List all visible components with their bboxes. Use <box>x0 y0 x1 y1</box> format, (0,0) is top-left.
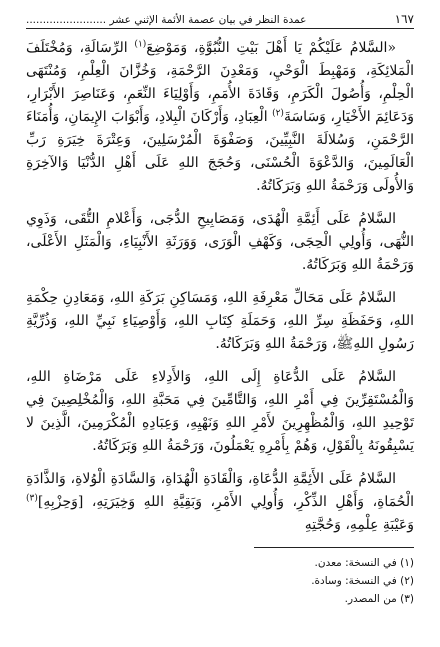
running-title: عمدة النظر في بيان عصمة الأئمة الإثني عشر ........................ <box>26 14 307 26</box>
paragraph-4: السَّلامُ عَلَى الدُّعَاةِ إِلَى اللهِ، وَالأَدِلاءِ عَلَى مَرْضَاةِ اللهِ، وَالْمُسْتَقِرِّينَ فِي أَمْرِ اللهِ، وَالتَّامِّينَ فِي مَحَبَّةِ اللهِ، وَالْمُخْلِصِينَ فِي تَوْحِيدِ اللهِ، وَالْمُظْهِرِينَ لأَمْرِ اللهِ وَنَهْيِهِ، وَعِبَادِهِ الْمُكْرَمِينَ، الَّذِينَ لا يَسْبِقُونَهُ بِالْقَوْلِ، وَهُمْ بِأَمْرِهِ يَعْمَلُونَ، وَرَحْمَةُ اللهِ وَبَرَكَاتُهُ. <box>26 369 414 454</box>
footnote-ref-1: (١) <box>134 39 147 50</box>
text-run: السَّلامُ عَلَى مَحَالِّ مَعْرِفَةِ اللهِ، وَمَسَاكِنِ بَرَكَةِ اللهِ، وَمَعَادِنِ حِكْمَةِ اللهِ، وَحَفَظَةِ سِرِّ اللهِ، وَحَمَلَةِ كِتَابِ اللهِ، وَأَوْصِيَاءِ نَبِيِّ اللهِ، وَذُرِّيَّةِ رَسُولِ اللهِ <box>26 290 414 352</box>
text-run: وَعَيْبَةِ عِلْمِهِ، وَحُجَّتِهِ <box>304 517 414 533</box>
paragraph-5 <box>26 468 414 537</box>
text-run: الْعِبَادِ، وَأَرْكَانَ الْبِلادِ، وَأَبْوَابَ الإِيمَانِ، وَأُمَنَاءَ الرَّحْمَنِ، وَسُلالَةَ النَّبِيِّينَ، وَصَفْوَةَ الْمُرْسَلِينَ، وَعِتْرَةَ خِيَرَةِ رَبِّ الْعَالَمِينَ، وَالدَّعْوَةَ الْحُسْنَى، وَحُجَجَ اللهِ عَلَى أَهْلِ الدُّنْيَا وَالآخِرَةِ وَالأُولَى وَرَحْمَةُ اللهِ وَبَرَكَاتُهُ. <box>26 109 414 194</box>
page-number: ١٦٧ <box>394 12 414 26</box>
text-run: ، وَرَحْمَةُ اللهِ وَبَرَكَاتُهُ. <box>215 336 337 352</box>
text-run: السَّلامُ عَلَى الأَئِمَّةِ الدُّعَاةِ، وَالْقَادَةِ الْهُدَاةِ، وَالسَّادَةِ الْوُلاةِ، وَالذَّادَةِ الْحُمَاةِ، وَأَهْلِ الذِّكْرِ، وَأُولِي الأَمْرِ، وَبَقِيَّةِ اللهِ وَخِيَرَتِهِ، [وَحِزْبِهِ] <box>26 471 414 510</box>
text-run: «السَّلامُ عَلَيْكُمْ يَا أَهْلَ بَيْتِ النُّبُوَّةِ، وَمَوْضِعَ <box>146 40 397 56</box>
paragraph-2: السَّلامُ عَلَى أَئِمَّةِ الْهُدَى، وَمَصَابِيحِ الدُّجَى، وَأَعْلامِ التُّقَى، وَذَوِي النُّهَى، وَأُولِي الْحِجَى، وَكَهْفِ الْوَرَى، وَوَرَثَةِ الأَنْبِيَاءِ، وَالْمَثَلِ الأَعْلَى، وَرَحْمَةُ اللهِ وَبَرَكَاتُهُ. <box>26 211 414 273</box>
paragraph-3 <box>26 287 414 356</box>
text-run: الرِّسَالَةِ، وَمُخْتَلَفَ الْمَلائِكَةِ، وَمَهْبِطَ الْوَحْيِ، وَمَعْدِنَ الرَّحْمَةِ، وَخُزَّانَ الْعِلْمِ، وَمُنْتَهَى الْحِلْمِ، وَأُصُولَ الْكَرَمِ، وَقَادَةَ الأُمَمِ، وَأَوْلِيَاءَ النِّعَمِ، وَعَنَاصِرَ الأَبْرَارِ، وَدَعَائِمَ الأَخْيَارِ، وَسَاسَةَ <box>26 40 414 125</box>
salawat-ligature: ﷺ <box>336 336 354 352</box>
footnote-2: (٢) في النسخة: وسادة. <box>311 575 414 587</box>
footnotes <box>26 554 414 608</box>
footnote-3: (٣) من المصدر. <box>344 593 414 605</box>
footnote-separator <box>254 547 414 548</box>
footnote-ref-2: (٢) <box>272 108 284 119</box>
running-header <box>26 12 414 29</box>
footnote-ref-3: (٣) <box>26 493 38 504</box>
footnote-1: (١) في النسخة: معدن. <box>314 557 414 569</box>
paragraph-1 <box>26 37 414 198</box>
main-text <box>26 37 414 537</box>
